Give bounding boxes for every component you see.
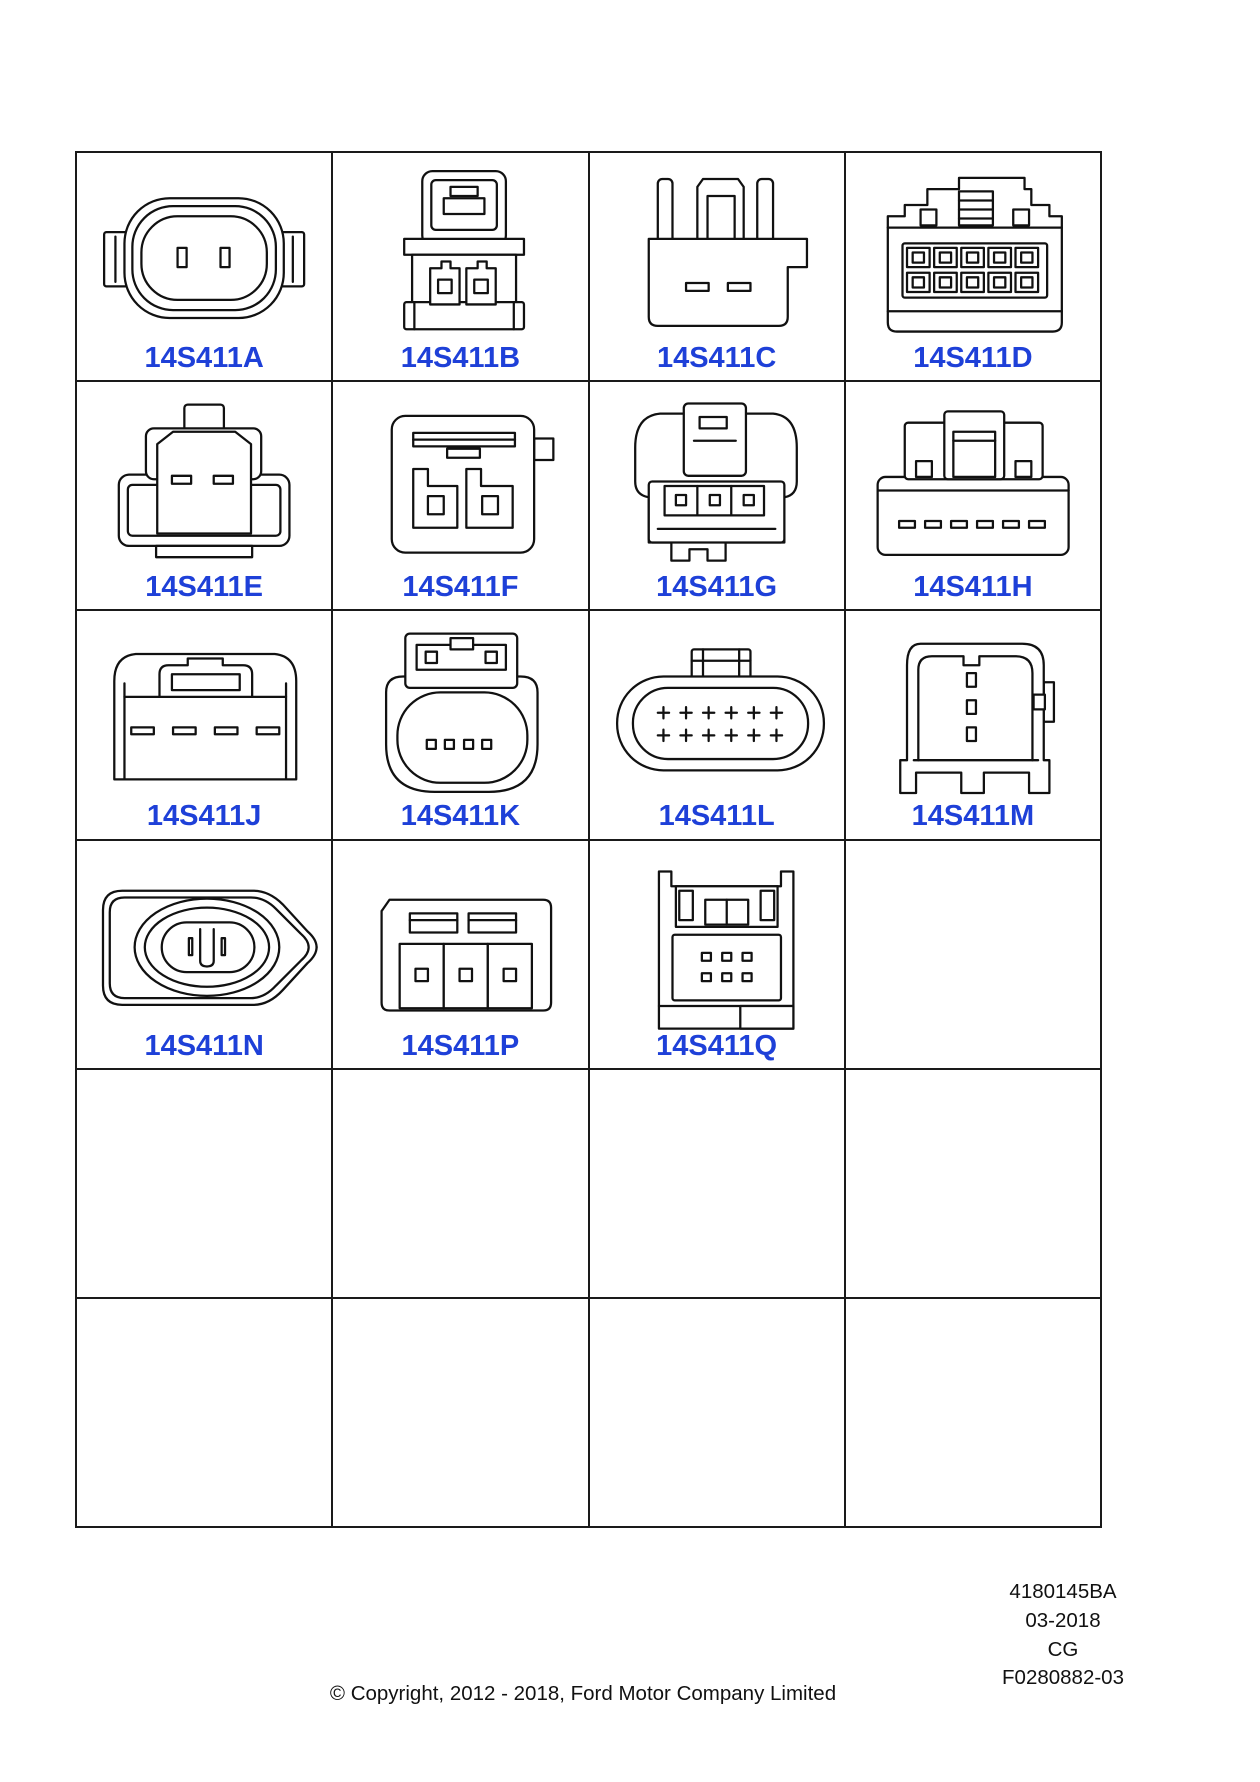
illustration-code: 4180145BA (1009, 1580, 1117, 1603)
copyright-notice: © Copyright, 2012 - 2018, Ford Motor Company Limited (329, 1682, 837, 1705)
part-label-14s411d[interactable]: 14S411D (913, 342, 1033, 374)
part-label-14s411b[interactable]: 14S411B (400, 342, 521, 374)
connector-cell-14s411n (77, 841, 331, 1068)
connector-cell-14s411m (846, 611, 1100, 838)
connector-cell-14s411g (590, 382, 844, 609)
part-label-14s411j[interactable]: 14S411J (146, 800, 262, 833)
connector-cell-14s411a (77, 153, 331, 380)
figure-number: F0280882-03 (1002, 1666, 1124, 1690)
empty-cell (333, 1299, 587, 1526)
connector-cell-14s411c (590, 153, 844, 380)
connector-cell-14s411b (333, 153, 587, 380)
part-label-14s411g[interactable]: 14S411G (656, 571, 778, 604)
connector-cell-14s411l (590, 611, 844, 838)
part-label-14s411h[interactable]: 14S411H (913, 571, 1033, 604)
connector-cell-14s411h (846, 382, 1100, 609)
part-label-14s411c[interactable]: 14S411C (656, 342, 777, 374)
part-label-14s411m[interactable]: 14S411M (911, 800, 1035, 833)
part-label-14s411k[interactable]: 14S411K (400, 800, 521, 833)
empty-cell (846, 1070, 1100, 1297)
connector-cell-14s411k (333, 611, 587, 838)
connector-grid (75, 151, 1102, 1528)
empty-cell (590, 1299, 844, 1526)
part-label-14s411q[interactable]: 14S411Q (656, 1029, 778, 1062)
part-label-14s411f[interactable]: 14S411F (402, 571, 519, 604)
connector-cell-14s411d (846, 153, 1100, 380)
empty-cell (77, 1299, 331, 1526)
part-label-14s411l[interactable]: 14S411L (658, 800, 775, 833)
part-label-14s411p[interactable]: 14S411P (401, 1029, 520, 1062)
connector-cell-14s411f (333, 382, 587, 609)
empty-cell (846, 841, 1100, 1068)
connector-cell-14s411p (333, 841, 587, 1068)
empty-cell (590, 1070, 844, 1297)
empty-cell (333, 1070, 587, 1297)
empty-cell (77, 1070, 331, 1297)
connector-cell-14s411e (77, 382, 331, 609)
part-label-14s411a[interactable]: 14S411A (144, 342, 264, 374)
connector-cell-14s411j (77, 611, 331, 838)
part-label-14s411n[interactable]: 14S411N (144, 1029, 264, 1062)
illustration-date: 03-2018 (1025, 1608, 1101, 1632)
connector-cell-14s411q (590, 841, 844, 1068)
illustration-initials: CG (1047, 1637, 1079, 1661)
empty-cell (846, 1299, 1100, 1526)
part-label-14s411e[interactable]: 14S411E (145, 571, 263, 604)
illustration-info (963, 1578, 1163, 1693)
